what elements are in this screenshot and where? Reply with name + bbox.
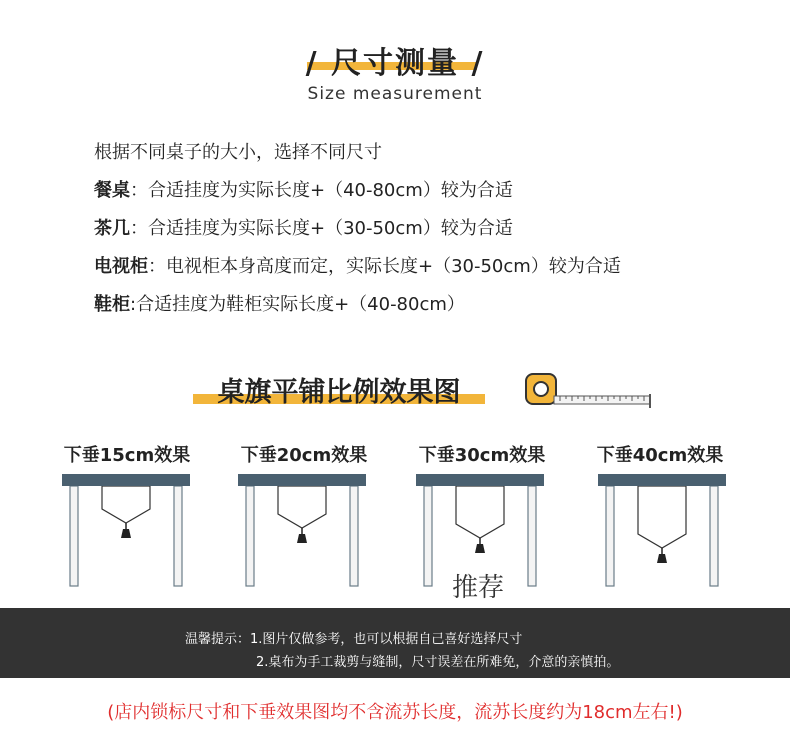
- table-leg: [424, 486, 432, 586]
- description-intro: 根据不同桌子的大小，选择不同尺寸: [94, 142, 382, 163]
- table-leg: [528, 486, 536, 586]
- table-runner-illustrations: [0, 474, 790, 594]
- description-line-dining-table: [94, 176, 513, 202]
- tape-measure-icon: [524, 372, 654, 412]
- table-leg: [246, 486, 254, 586]
- description-separator: :: [130, 294, 137, 315]
- table-leg: [350, 486, 358, 586]
- description-label: 餐桌: [94, 180, 130, 201]
- description-text: 合适挂度为实际长度+（30-50cm）较为合适: [148, 218, 513, 239]
- description-text: 合适挂度为实际长度+（40-80cm）较为合适: [148, 180, 513, 201]
- table-leg: [174, 486, 182, 586]
- table-runner: [456, 486, 504, 538]
- table-runner: [102, 486, 150, 523]
- tassel-note: (店内锁标尺寸和下垂效果图均不含流苏长度，流苏长度约为18cm左右!): [107, 702, 683, 723]
- recommend-label: 推荐: [452, 573, 505, 603]
- description-separator: ：: [130, 180, 148, 201]
- table-top: [62, 474, 190, 486]
- effect-caption-20cm: 下垂20cm效果: [240, 445, 368, 466]
- description-line-coffee-table: [94, 214, 513, 240]
- table-runner: [638, 486, 686, 548]
- description-label: 鞋柜: [94, 294, 130, 315]
- section-title: 桌旗平铺比例效果图: [217, 377, 461, 408]
- description-separator: ：: [130, 218, 148, 239]
- page-title: / 尺寸测量 /: [305, 46, 485, 81]
- description-separator: ：: [148, 256, 166, 277]
- description-text: 合适挂度为鞋柜实际长度+（40-80cm）: [136, 294, 465, 315]
- tip-line-1: 温馨提示：1.图片仅做参考，也可以根据自己喜好选择尺寸: [185, 632, 523, 647]
- table-runner: [278, 486, 326, 528]
- table-leg: [710, 486, 718, 586]
- effect-caption-30cm: 下垂30cm效果: [418, 445, 546, 466]
- table-leg: [70, 486, 78, 586]
- tassel-icon: [297, 534, 307, 543]
- effect-caption-15cm: 下垂15cm效果: [63, 445, 191, 466]
- description-text: 电视柜本身高度而定，实际长度+（30-50cm）较为合适: [166, 256, 621, 277]
- description-line-tv-cabinet: [94, 252, 621, 278]
- table-leg: [606, 486, 614, 586]
- tip-line-2: 2.桌布为手工裁剪与缝制，尺寸误差在所难免，介意的亲慎拍。: [256, 655, 620, 670]
- table-top: [598, 474, 726, 486]
- table-top: [238, 474, 366, 486]
- tassel-icon: [657, 554, 667, 563]
- tassel-icon: [475, 544, 485, 553]
- page-subtitle: Size measurement: [307, 84, 483, 104]
- effect-caption-40cm: 下垂40cm效果: [596, 445, 724, 466]
- description-line-shoe-cabinet: [94, 290, 465, 316]
- header: [0, 38, 790, 81]
- description-label: 茶几: [94, 218, 130, 239]
- tassel-icon: [121, 529, 131, 538]
- description-label: 电视柜: [94, 256, 148, 277]
- table-top: [416, 474, 544, 486]
